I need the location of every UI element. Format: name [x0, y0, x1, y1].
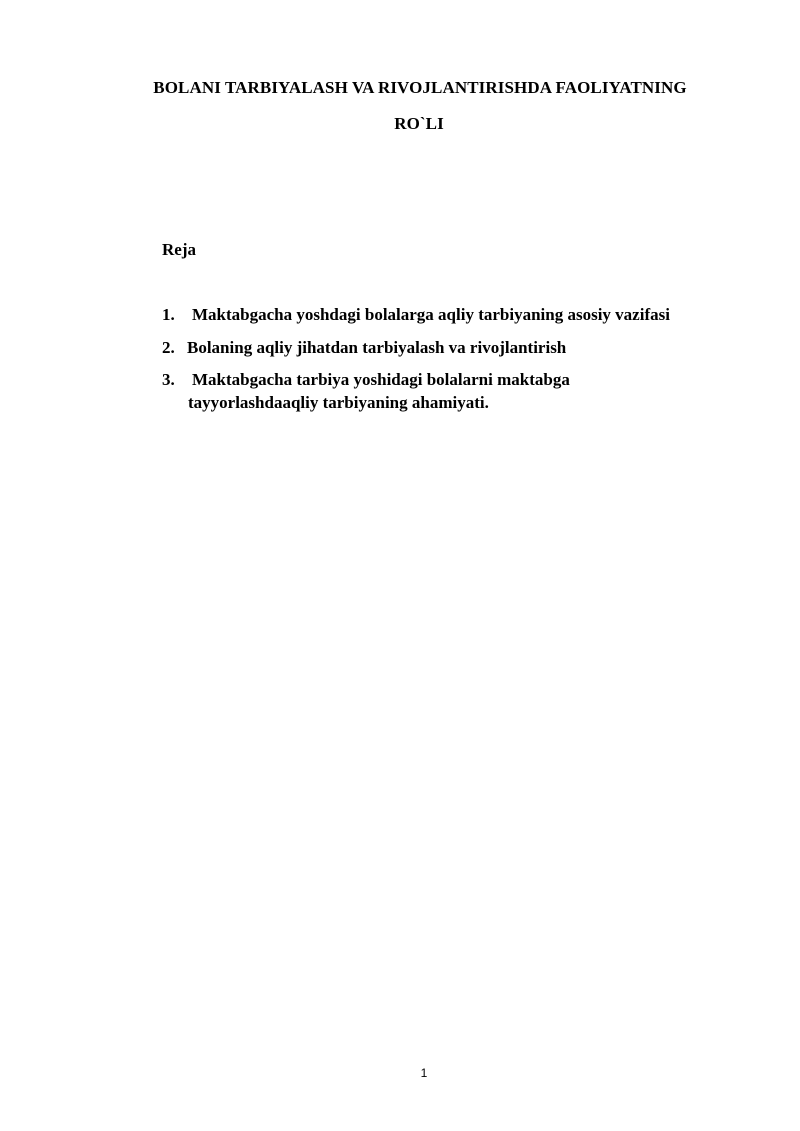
plan-item-text: Maktabgacha tarbiya yoshidagi bolalarni maktabga [192, 370, 570, 389]
document-title-line-2: RO`LI [394, 114, 444, 133]
plan-item-text: Bolaning aqliy jihatdan tarbiyalash va rivojlantirish [187, 338, 567, 357]
plan-item-2 [162, 338, 566, 358]
plan-item-number: 3. [162, 370, 175, 389]
plan-item-number: 2. [162, 338, 175, 357]
document-title-line-1: BOLANI TARBIYALASH VA RIVOJLANTIRISHDA FAOLIYATNING [153, 78, 687, 97]
plan-heading: Reja [162, 240, 196, 259]
plan-item-1 [162, 305, 670, 325]
plan-item-text: Maktabgacha yoshdagi bolalarga aqliy tarbiyaning asosiy vazifasi [192, 305, 670, 324]
plan-item-3 [162, 370, 570, 390]
page-number: 1 [420, 1066, 428, 1080]
plan-item-number: 1. [162, 305, 175, 324]
plan-item-3-continuation: tayyorlashdaaqliy tarbiyaning ahamiyati. [188, 393, 489, 412]
